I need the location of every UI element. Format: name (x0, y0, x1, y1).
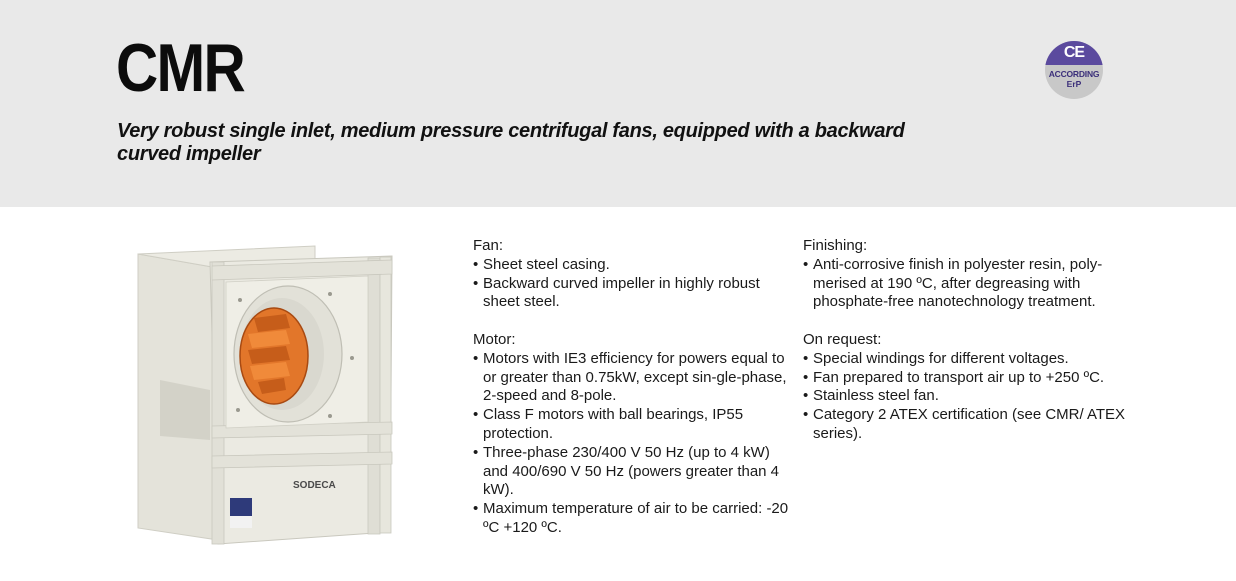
badge-line2: ErP (1066, 79, 1082, 89)
list-item: • Fan prepared to transport air up to +250 ºC. (803, 369, 1133, 388)
section-title-fan: Fan: (473, 237, 504, 254)
list-item: • Sheet steel casing. (473, 256, 791, 275)
bullet-list (803, 256, 1133, 312)
bullet-list (473, 256, 791, 312)
section-on-request (803, 331, 1133, 444)
brand-logo-text: SODECA (293, 480, 336, 491)
bullet-list (473, 350, 791, 538)
list-item: • Maximum temperature of air to be carried: -20 ºC +120 ºC. (473, 500, 791, 538)
features-column-left (473, 237, 791, 557)
bullet-list (803, 350, 1133, 444)
section-finishing (803, 237, 1133, 312)
list-item: • Category 2 ATEX certification (see CMR/ ATEX series). (803, 406, 1133, 444)
page-subtitle: Very robust single inlet, medium pressure centrifugal fans, equipped with a backward curved impeller (117, 120, 905, 165)
section-title-motor: Motor: (473, 330, 516, 348)
list-item: • Anti-corrosive finish in polyester resin, poly-merised at 190 ºC, after degreasing with phosphate-free nanotechnology treatment. (803, 256, 1133, 312)
list-item: • Three-phase 230/400 V 50 Hz (up to 4 kW) and 400/690 V 50 Hz (powers greater than 4 kW). (473, 444, 791, 500)
section-title-on-request: On request: (803, 330, 882, 348)
list-item: • Backward curved impeller in highly robust sheet steel. (473, 275, 791, 313)
ce-erp-badge (1045, 41, 1103, 99)
header-band (0, 0, 1236, 207)
ce-mark-icon: CE (1063, 44, 1085, 61)
section-title-finishing: Finishing: (803, 237, 868, 254)
centrifugal-fan-image (130, 240, 400, 550)
features-column-right (803, 237, 1133, 463)
section-motor (473, 331, 791, 538)
list-item: • Stainless steel fan. (803, 387, 1133, 406)
list-item: • Special windings for different voltages. (803, 350, 1133, 369)
list-item: • Class F motors with ball bearings, IP55 protection. (473, 406, 791, 444)
section-fan (473, 237, 791, 312)
list-item: • Motors with IE3 efficiency for powers equal to or greater than 0.75kW, except sin-gle-phase, 2-speed and 8-pole. (473, 350, 791, 406)
page-title: CMR (116, 30, 245, 106)
badge-line1: ACCORDING (1048, 69, 1100, 79)
